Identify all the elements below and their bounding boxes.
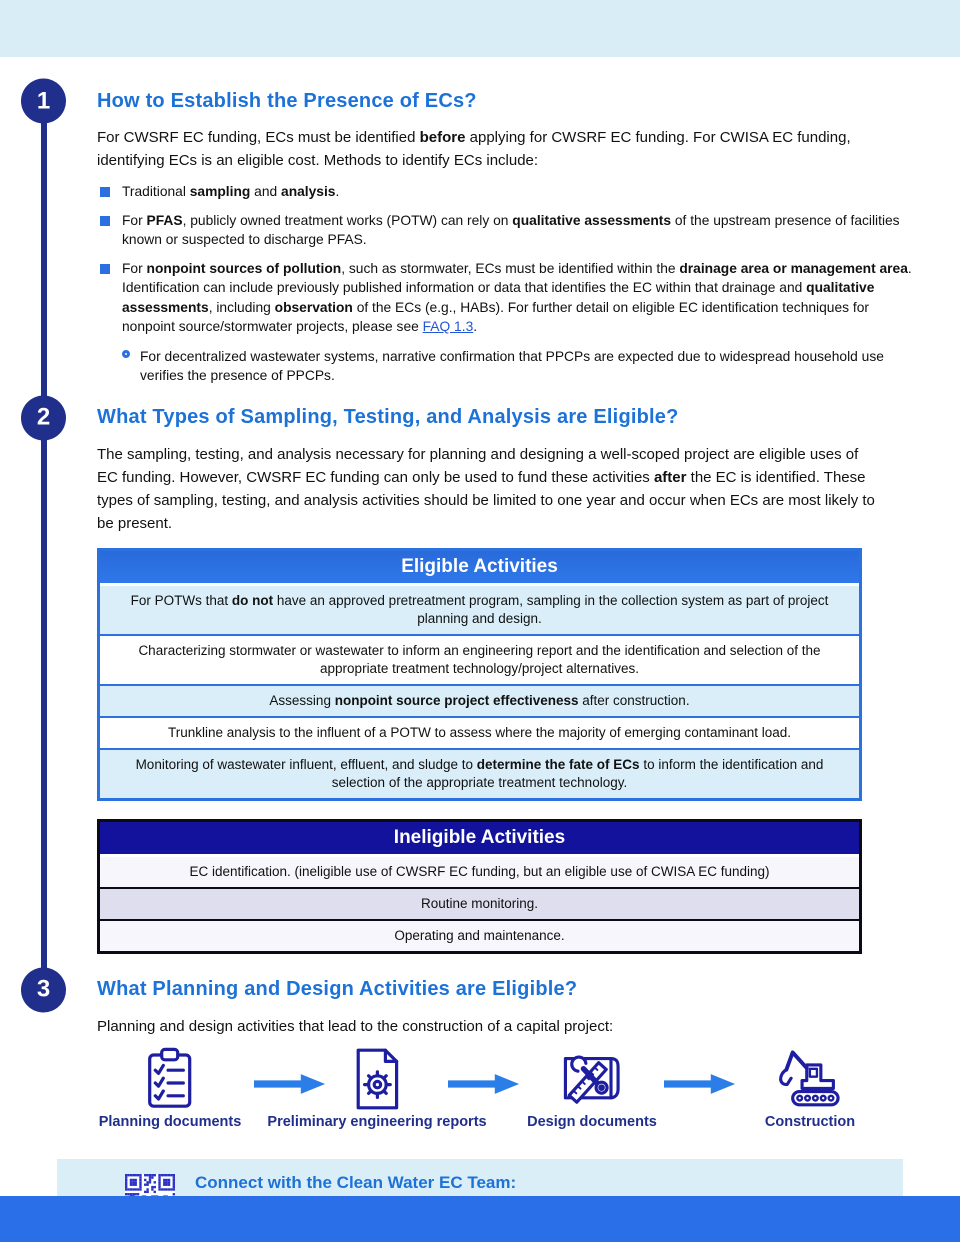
flow-step-label: Preliminary engineering reports — [267, 1113, 487, 1130]
bullet-text: For decentralized wastewater systems, narrative confirmation that PPCPs are expected due to widespread household use verifies the presence of PPCPs. — [140, 348, 884, 383]
flow-step-design — [527, 1047, 657, 1130]
ineligible-table-header: Ineligible Activities — [100, 822, 859, 857]
bullet-item — [97, 259, 912, 337]
eligible-table-header: Eligible Activities — [100, 551, 859, 586]
section-connector-line — [41, 101, 47, 990]
faq-1-3-link[interactable]: FAQ 1.3 — [422, 319, 474, 334]
clipboard-checklist-icon — [141, 1047, 199, 1111]
table-row: Trunkline analysis to the influent of a POTW to assess where the majority of emerging contaminant load. — [100, 716, 859, 748]
section-3-heading: What Planning and Design Activities are Eligible? — [97, 978, 578, 1000]
flow-step-label: Planning documents — [98, 1113, 242, 1130]
table-row: Routine monitoring. — [100, 887, 859, 919]
section-2-intro: The sampling, testing, and analysis necessary for planning and designing a well-scoped project are eligible uses of EC funding. However, CWSRF EC funding can only be used to fund these activities after the EC is identified. These types of sampling, testing, and analysis activities should be limited to one year and occur when ECs are most likely to be present. — [97, 445, 875, 532]
blueprint-tools-icon — [559, 1047, 625, 1111]
section-3 — [36, 973, 907, 1147]
bullet-text: Traditional sampling and analysis. — [122, 184, 340, 199]
table-row: EC identification. (ineligible use of CWSRF EC funding, but an eligible use of CWISA EC funding) — [100, 857, 859, 887]
circle-bullet-icon — [122, 350, 130, 358]
arrow-right-icon — [664, 1073, 736, 1095]
gear-document-icon — [351, 1047, 403, 1111]
section-1 — [36, 84, 912, 386]
flow-step-construction — [765, 1047, 855, 1130]
step-number: 1 — [36, 87, 51, 114]
section-3-intro: Planning and design activities that lead to the construction of a capital project: — [97, 1017, 614, 1035]
section-2 — [36, 401, 907, 954]
table-row: Characterizing stormwater or wastewater to inform an engineering report and the identification and selection of the appropriate treatment technology/project alternatives. — [100, 634, 859, 684]
bullet-item — [97, 182, 912, 202]
main-content — [0, 57, 960, 1239]
bullet-item — [97, 211, 912, 250]
footer-heading: Connect with the Clean Water EC Team: — [195, 1172, 517, 1192]
section-2-heading: What Types of Sampling, Testing, and Analysis are Eligible? — [97, 406, 679, 428]
section-1-intro: For CWSRF EC funding, ECs must be identified before applying for CWSRF EC funding. For CWISA EC funding, identifying ECs is an eligible cost. Methods to identify ECs include: — [97, 129, 851, 169]
sub-bullet-item — [121, 347, 912, 386]
flow-step-label: Design documents — [527, 1113, 657, 1130]
eligible-activities-table — [97, 548, 862, 801]
step-circle-2 — [21, 395, 66, 440]
section-1-bullets — [97, 182, 912, 386]
table-row: Assessing nonpoint source project effectiveness after construction. — [100, 684, 859, 716]
square-bullet-icon — [100, 264, 110, 274]
ineligible-activities-table — [97, 819, 862, 954]
step-number: 2 — [36, 403, 51, 431]
square-bullet-icon — [100, 187, 110, 197]
excavator-icon — [774, 1047, 846, 1111]
flow-step-label: Construction — [764, 1113, 856, 1130]
arrow-right-icon — [448, 1073, 520, 1095]
top-band — [0, 0, 960, 57]
process-flow — [97, 1047, 907, 1147]
flow-step-planning — [99, 1047, 242, 1130]
section-1-heading: How to Establish the Presence of ECs? — [97, 89, 477, 112]
step-circle-3 — [21, 967, 66, 1012]
bottom-band — [0, 1196, 960, 1242]
step-circle-1 — [21, 79, 66, 124]
step-number: 3 — [36, 975, 51, 1003]
table-row: Monitoring of wastewater influent, effluent, and sludge to determine the fate of ECs to inform the identification and selection of the appropriate treatment technology. — [100, 748, 859, 798]
table-row: For POTWs that do not have an approved pretreatment program, sampling in the collection system as part of project planning and design. — [100, 586, 859, 634]
bullet-text: For PFAS, publicly owned treatment works (POTW) can rely on qualitative assessments of the upstream presence of facilities known or suspected to discharge PFAS. — [122, 212, 900, 247]
bullet-text: For nonpoint sources of pollution, such as stormwater, ECs must be identified within the drainage area or management area. Identification can include previously published information or data that identifies the EC within that drainage and qualitative assessments, including observation of the ECs (e.g., HABs). For further detail on eligible EC identification techniques for nonpoint source/stormwater projects, please see FAQ 1.3. — [122, 260, 912, 334]
table-row: Operating and maintenance. — [100, 919, 859, 951]
square-bullet-icon — [100, 216, 110, 226]
